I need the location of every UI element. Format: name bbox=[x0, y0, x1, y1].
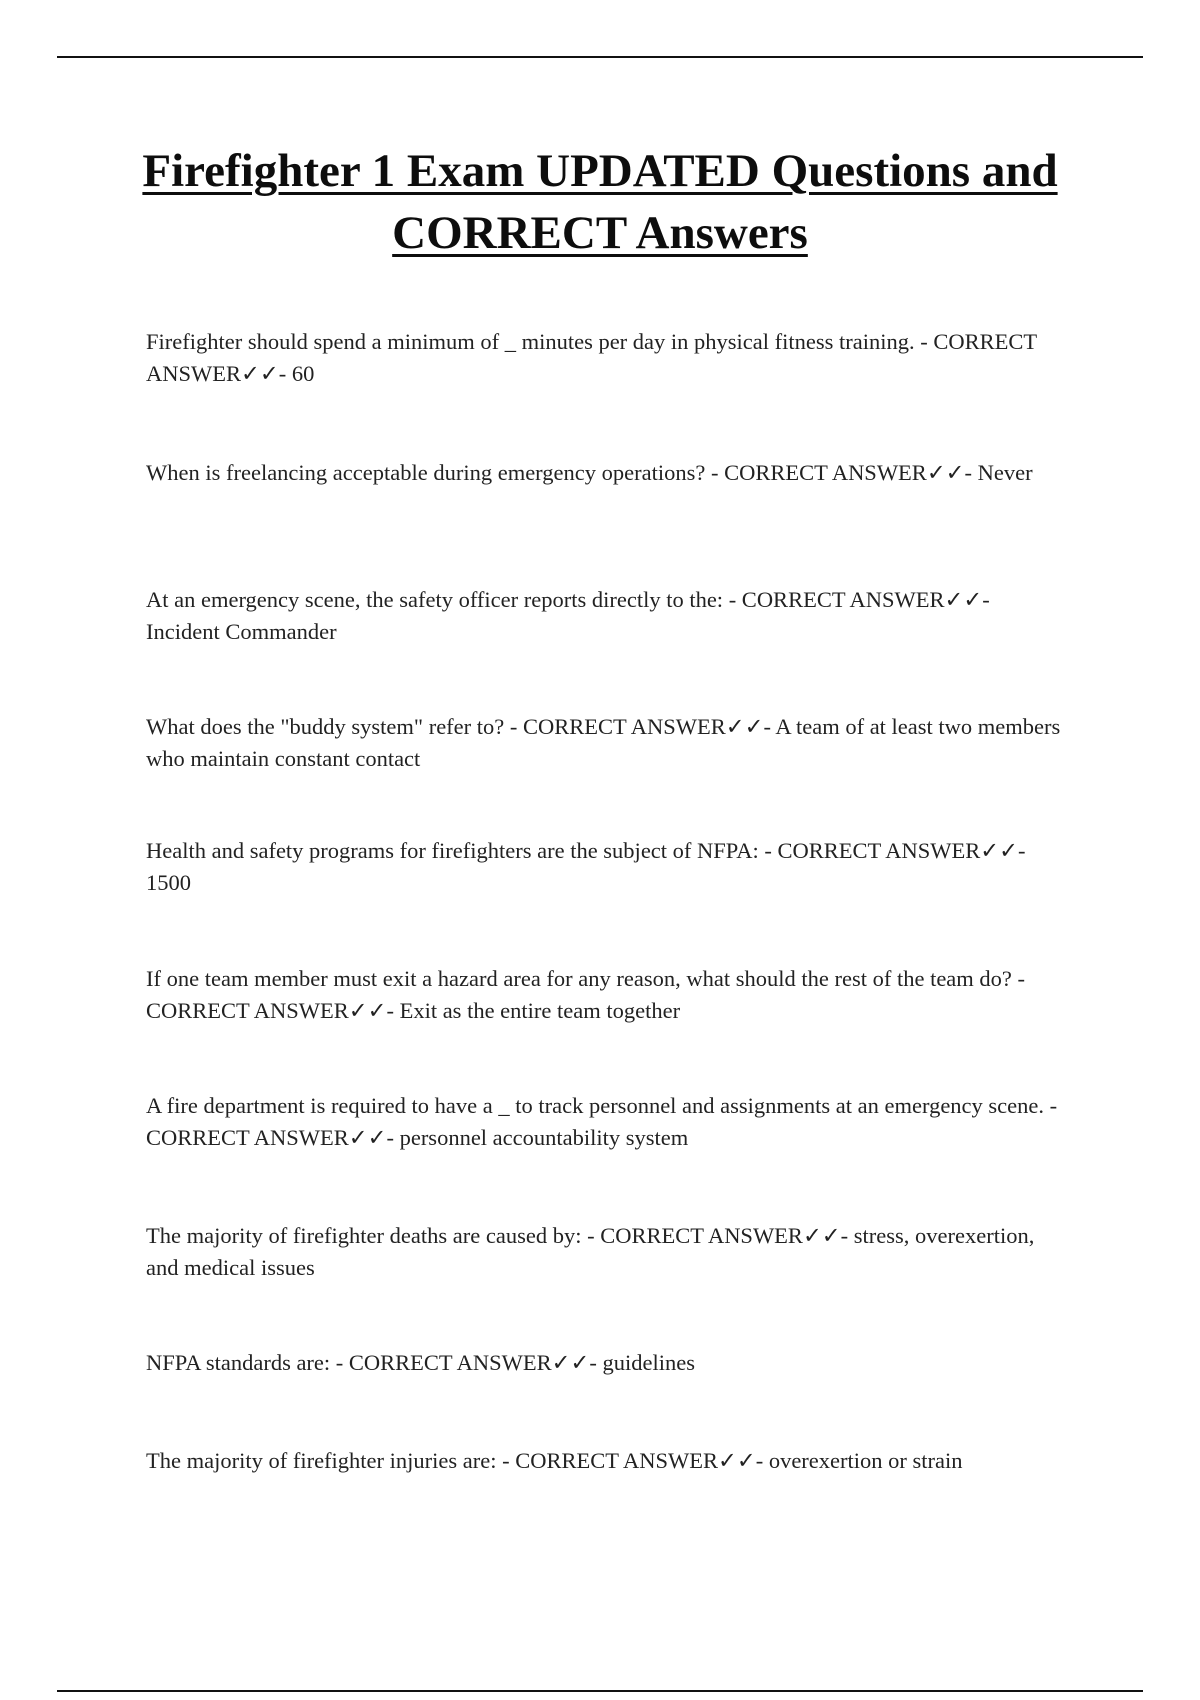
question-text: When is freelancing acceptable during emergency operations? bbox=[146, 460, 706, 485]
correct-answer-marker: - CORRECT ANSWER✓✓- bbox=[335, 1350, 597, 1375]
correct-answer-marker: - CORRECT ANSWER✓✓- bbox=[728, 587, 990, 612]
qa-item bbox=[146, 1347, 1066, 1379]
question-text: Health and safety programs for firefighters are the subject of NFPA: bbox=[146, 838, 759, 863]
qa-item bbox=[146, 1220, 1066, 1284]
question-text: The majority of firefighter deaths are caused by: bbox=[146, 1223, 582, 1248]
qa-item bbox=[146, 457, 1066, 489]
answer-text: Incident Commander bbox=[146, 619, 337, 644]
qa-item bbox=[146, 326, 1066, 390]
qa-item bbox=[146, 835, 1066, 899]
question-text: What does the "buddy system" refer to? bbox=[146, 714, 505, 739]
question-text: Firefighter should spend a minimum of _ minutes per day in physical fitness training. bbox=[146, 329, 915, 354]
answer-text: 1500 bbox=[146, 870, 191, 895]
question-text: If one team member must exit a hazard area for any reason, what should the rest of the team do? bbox=[146, 966, 1012, 991]
bottom-rule bbox=[57, 1690, 1143, 1692]
correct-answer-marker: - CORRECT ANSWER✓✓- bbox=[710, 460, 973, 485]
correct-answer-marker: - CORRECT ANSWER✓✓- bbox=[587, 1223, 849, 1248]
correct-answer-marker: - CORRECT ANSWER✓✓- bbox=[502, 1448, 764, 1473]
question-text: The majority of firefighter injuries are: bbox=[146, 1448, 497, 1473]
correct-answer-marker: - CORRECT ANSWER✓✓- bbox=[146, 966, 1026, 1023]
answer-text: A team of at least two members who maintain constant contact bbox=[146, 714, 1061, 771]
correct-answer-marker: - CORRECT ANSWER✓✓- bbox=[764, 838, 1026, 863]
qa-item bbox=[146, 1090, 1066, 1154]
answer-text: 60 bbox=[291, 361, 315, 386]
question-text: At an emergency scene, the safety officer reports directly to the: bbox=[146, 587, 724, 612]
answer-text: guidelines bbox=[602, 1350, 695, 1375]
answer-text: Never bbox=[977, 460, 1033, 485]
answer-text: personnel accountability system bbox=[399, 1125, 689, 1150]
qa-item bbox=[146, 963, 1066, 1027]
qa-item bbox=[146, 711, 1066, 775]
correct-answer-marker: - CORRECT ANSWER✓✓- bbox=[509, 714, 771, 739]
correct-answer-marker: - CORRECT ANSWER✓✓- bbox=[146, 329, 1037, 386]
answer-text: Exit as the entire team together bbox=[399, 998, 681, 1023]
qa-item bbox=[146, 1445, 1066, 1477]
correct-answer-marker: - CORRECT ANSWER✓✓- bbox=[146, 1093, 1058, 1150]
page-title: Firefighter 1 Exam UPDATED Questions and CORRECT Answers bbox=[142, 145, 1058, 259]
question-text: A fire department is required to have a _ to track personnel and assignments at an emergency scene. bbox=[146, 1093, 1045, 1118]
answer-text: stress, overexertion, and medical issues bbox=[146, 1223, 1035, 1280]
question-text: NFPA standards are: bbox=[146, 1350, 331, 1375]
answer-text: overexertion or strain bbox=[768, 1448, 963, 1473]
qa-item bbox=[146, 584, 1066, 648]
